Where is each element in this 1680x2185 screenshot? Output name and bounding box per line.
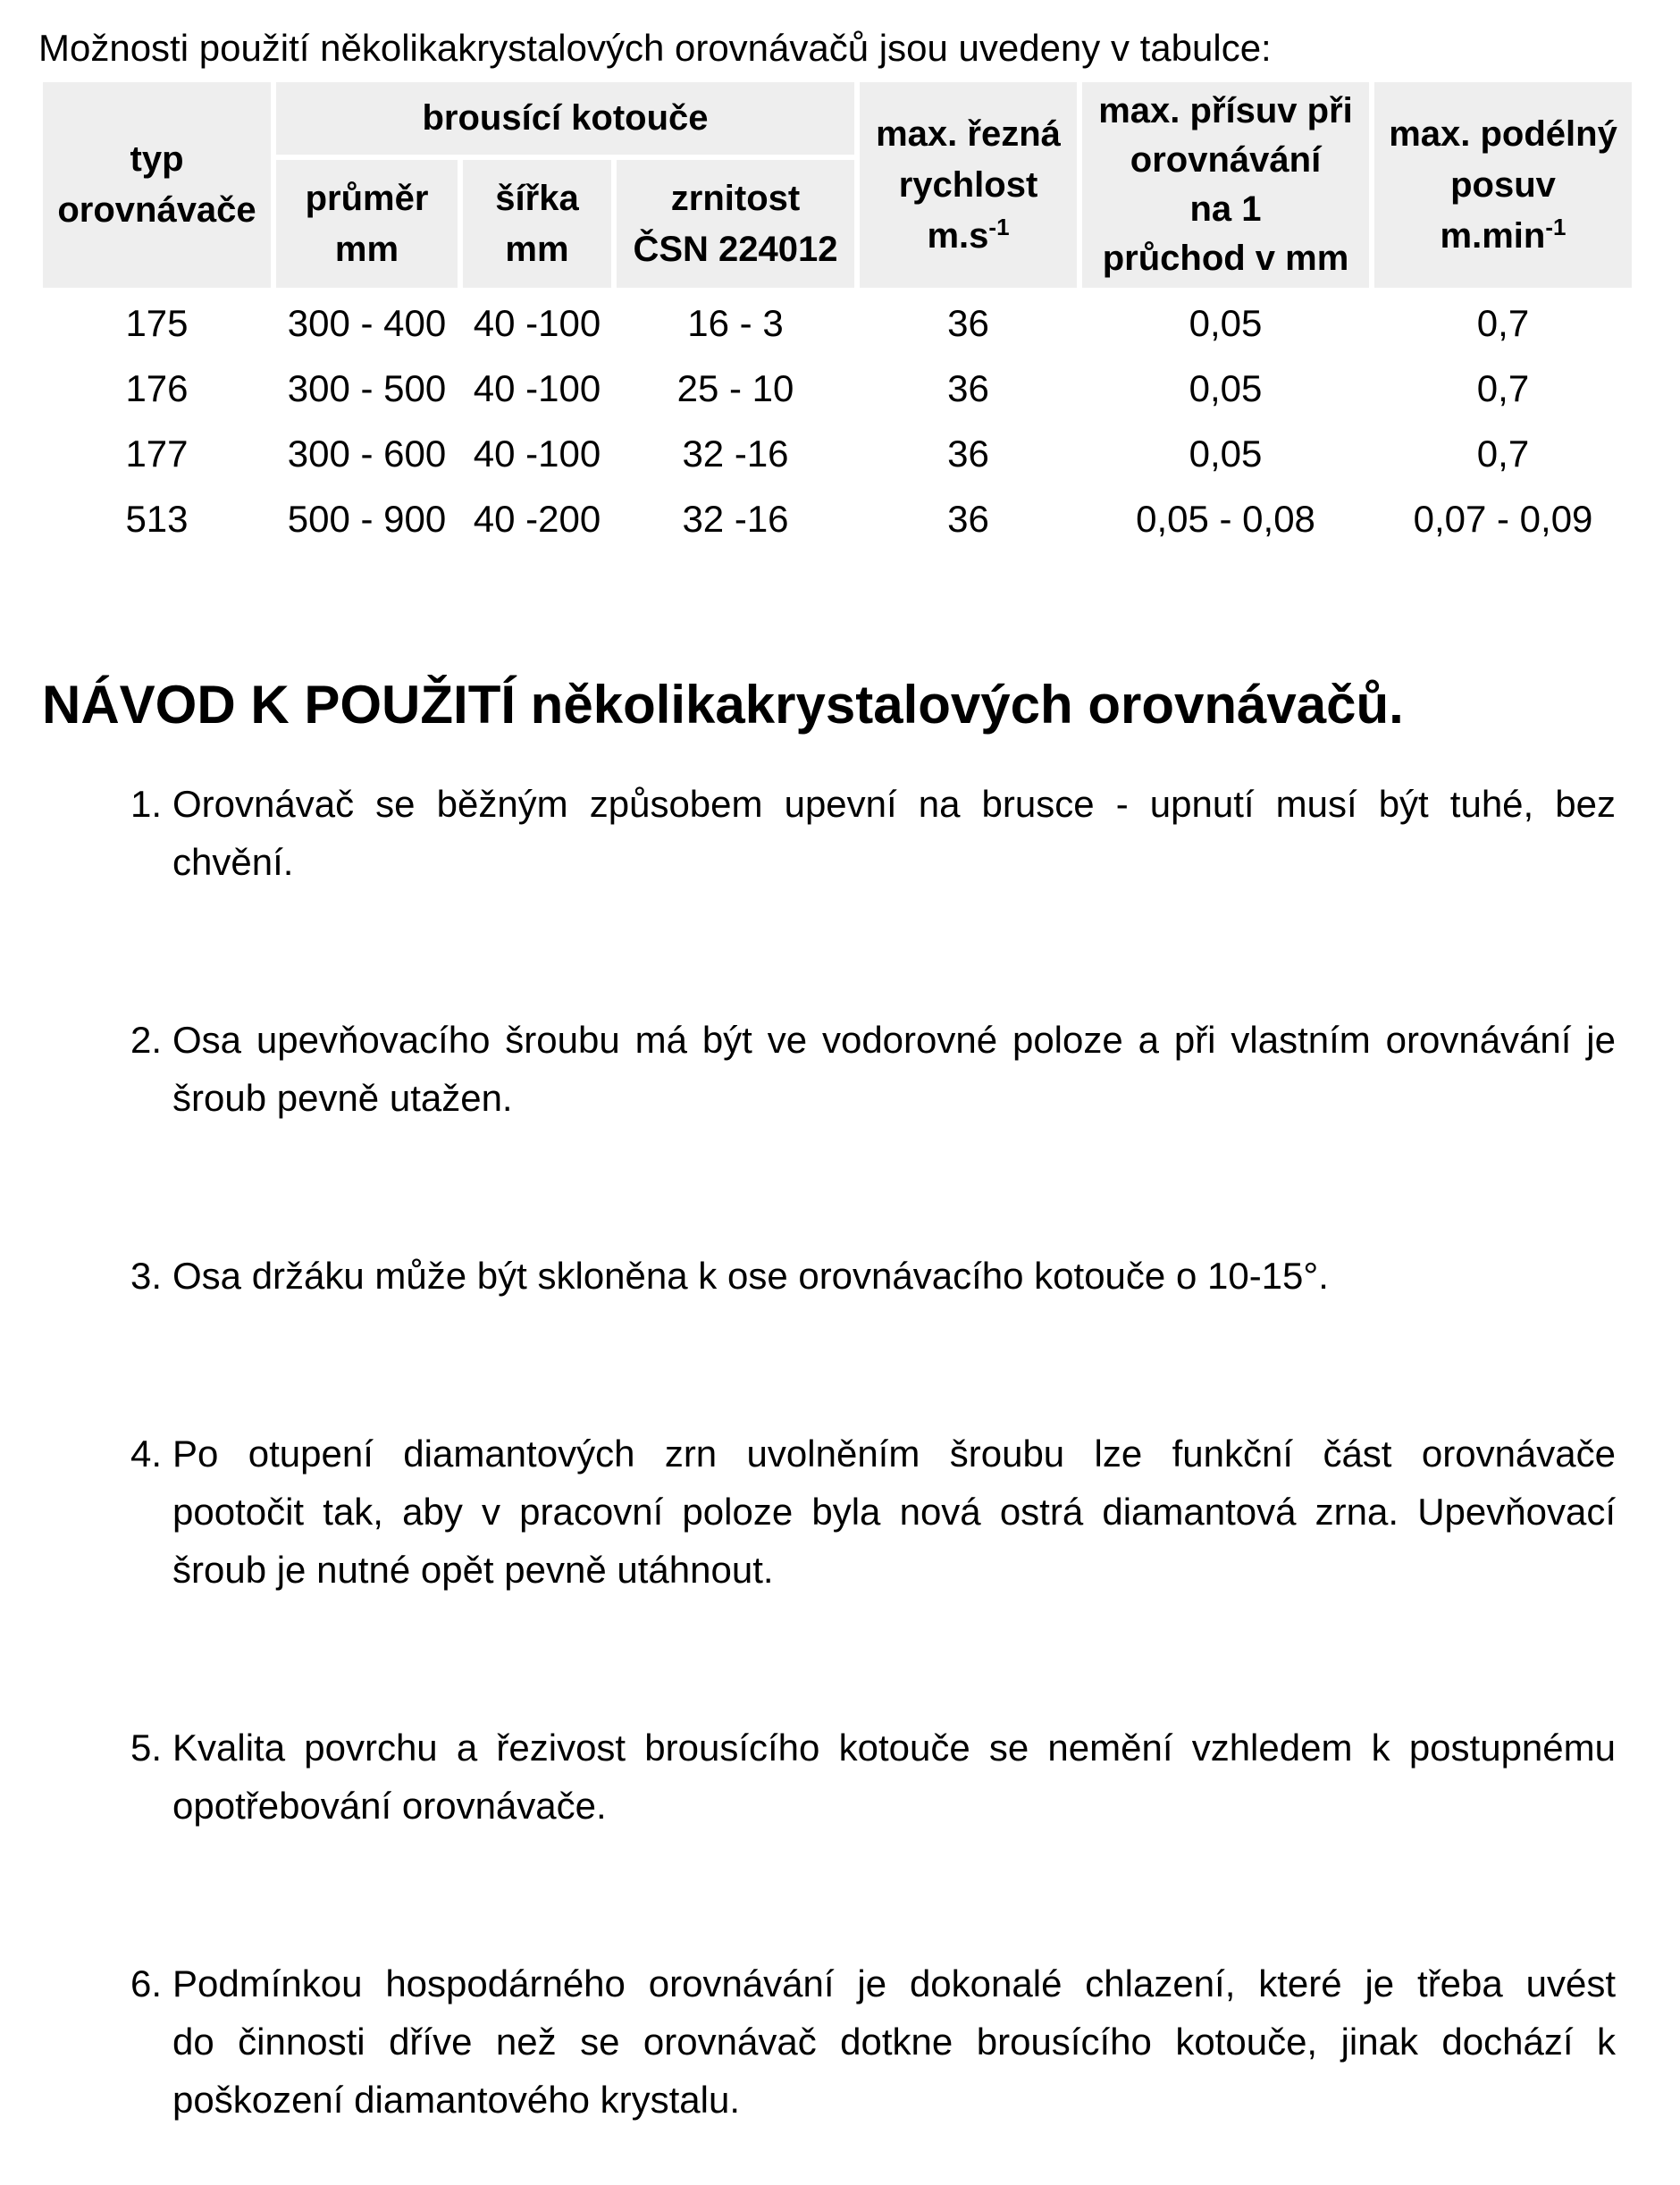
table-cell-infeed: 0,05 — [1189, 366, 1263, 409]
list-item-number: 5. — [130, 1727, 163, 1769]
header-line: mm — [334, 229, 399, 269]
list-item-text — [172, 1719, 1616, 1835]
header-line: orovnávače — [57, 190, 256, 230]
header-max-cutting-speed — [860, 82, 1077, 288]
list-item-line: Osa upevňovacího šroubu má být ve vodorovné poloze a při vlastním orovnávání je — [172, 1019, 1616, 1061]
intro-text: Možnosti použití několikakrystalových orovnávačů jsou uvedeny v tabulce: — [38, 27, 1272, 69]
header-type — [43, 82, 271, 288]
list-item-line: chvění. — [172, 841, 294, 883]
list-item-line: poškození diamantového krystalu. — [172, 2079, 741, 2121]
table-cell-type: 177 — [125, 432, 189, 475]
list-item-text — [172, 775, 1616, 891]
header-grit — [617, 160, 854, 288]
header-line: šířka — [495, 178, 579, 218]
list-item-line: opotřebování orovnávače. — [172, 1785, 607, 1827]
list-item-line: šroub je nutné opět pevně utáhnout. — [172, 1549, 774, 1591]
table-cell-infeed: 0,05 — [1189, 432, 1263, 475]
list-item-line: do činnosti dříve než se orovnávač dotkne brousícího kotouče, jinak dochází k — [172, 2021, 1616, 2063]
list-item-line: Osa držáku může být skloněna k ose orovnávacího kotouče o 10-15°. — [172, 1255, 1329, 1297]
table-cell-type: 176 — [125, 366, 189, 409]
table-cell-grit: 16 - 3 — [687, 301, 784, 344]
table-cell-diameter: 500 - 900 — [287, 497, 447, 540]
header-line: mm — [505, 229, 569, 269]
header-line: max. přísuv při — [1098, 91, 1353, 130]
header-width — [463, 160, 611, 288]
table-cell-grit: 32 -16 — [682, 432, 789, 475]
table-cell-cutting-speed: 36 — [947, 432, 989, 475]
header-line: brousící kotouče — [422, 98, 709, 138]
table-cell-width: 40 -100 — [473, 301, 601, 344]
header-line: zrnitost — [670, 178, 801, 218]
header-unit — [1441, 211, 1567, 262]
list-item-number: 3. — [130, 1255, 163, 1297]
dresser-table — [43, 82, 1632, 549]
header-line: ČSN 224012 — [633, 229, 838, 269]
unit-exponent: -1 — [988, 213, 1010, 240]
list-item — [130, 1247, 1616, 1305]
list-item-line: Podmínkou hospodárného orovnávání je dokonalé chlazení, které je třeba uvést — [172, 1962, 1616, 2004]
list-item-line: Po otupení diamantových zrn uvolněním šroubu lze funkční část orovnávače — [172, 1433, 1616, 1475]
list-item-text — [172, 1424, 1616, 1599]
table-cell-longitudinal-feed: 0,07 - 0,09 — [1413, 497, 1593, 540]
table-cell-longitudinal-feed: 0,7 — [1476, 301, 1530, 344]
header-line: max. podélný — [1389, 113, 1617, 154]
table-cell-cutting-speed: 36 — [947, 301, 989, 344]
header-diameter — [276, 160, 458, 288]
header-line: orovnávání — [1130, 140, 1322, 180]
table-cell-diameter: 300 - 500 — [287, 366, 447, 409]
table-cell-width: 40 -100 — [473, 366, 601, 409]
header-max-longitudinal-feed — [1374, 82, 1632, 288]
unit-text: m.min — [1440, 215, 1546, 256]
table-cell-infeed: 0,05 - 0,08 — [1136, 497, 1315, 540]
unit-text: m.s — [927, 215, 989, 256]
header-line: průměr — [305, 178, 429, 218]
header-line: rychlost — [898, 164, 1038, 205]
table-cell-type: 175 — [125, 301, 189, 344]
list-item-text — [172, 1011, 1616, 1127]
table-cell-infeed: 0,05 — [1189, 301, 1263, 344]
list-item-line: Orovnávač se běžným způsobem upevní na brusce - upnutí musí být tuhé, bez — [172, 783, 1616, 825]
table-cell-width: 40 -200 — [473, 497, 601, 540]
header-line: max. řezná — [876, 113, 1061, 154]
list-item-number: 1. — [130, 783, 163, 825]
list-item-text — [172, 1247, 1616, 1305]
header-max-infeed — [1082, 82, 1369, 288]
list-item-number: 4. — [130, 1433, 163, 1475]
list-item-text — [172, 1954, 1616, 2129]
list-item-line: šroub pevně utažen. — [172, 1077, 513, 1119]
table-cell-cutting-speed: 36 — [947, 497, 989, 540]
header-line: průchod v mm — [1102, 239, 1349, 278]
header-group-grinding-wheels — [276, 82, 854, 155]
table-cell-longitudinal-feed: 0,7 — [1476, 432, 1530, 475]
table-cell-type: 513 — [125, 497, 189, 540]
header-unit — [927, 211, 1009, 262]
list-item-number: 2. — [130, 1019, 163, 1061]
table-cell-grit: 32 -16 — [682, 497, 789, 540]
instructions-heading: NÁVOD K POUŽITÍ několikakrystalových orovnávačů. — [42, 675, 1404, 735]
list-item — [130, 1954, 1616, 2129]
table-cell-width: 40 -100 — [473, 432, 601, 475]
table-cell-diameter: 300 - 600 — [287, 432, 447, 475]
unit-exponent: -1 — [1545, 213, 1567, 240]
table-cell-diameter: 300 - 400 — [287, 301, 447, 344]
list-item — [130, 1424, 1616, 1599]
list-item-line: Kvalita povrchu a řezivost brousícího kotouče se nemění vzhledem k postupnému — [172, 1727, 1616, 1769]
list-item — [130, 1011, 1616, 1127]
header-line: posuv — [1450, 164, 1556, 205]
list-item — [130, 1719, 1616, 1835]
list-item-line: pootočit tak, aby v pracovní poloze byla nová ostrá diamantová zrna. Upevňovací — [172, 1491, 1616, 1533]
table-cell-grit: 25 - 10 — [676, 366, 794, 409]
header-line: typ — [130, 139, 184, 179]
list-item — [130, 775, 1616, 891]
header-line: na 1 — [1189, 189, 1262, 229]
table-cell-longitudinal-feed: 0,7 — [1476, 366, 1530, 409]
table-cell-cutting-speed: 36 — [947, 366, 989, 409]
list-item-number: 6. — [130, 1962, 163, 2004]
